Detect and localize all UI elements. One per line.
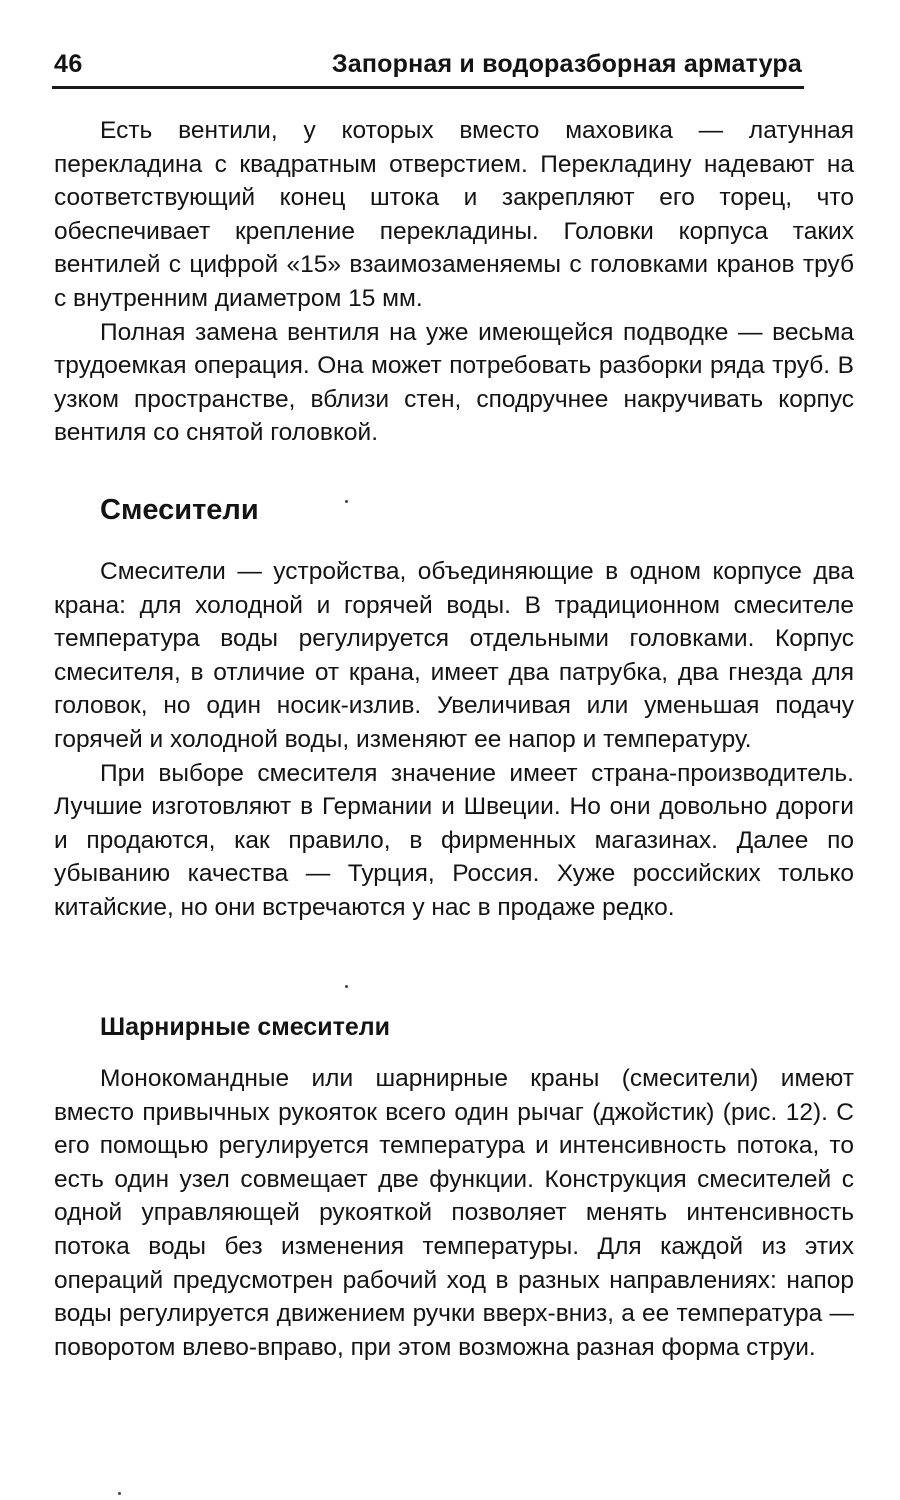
paragraph: Смесители — устройства, объединяющие в одном корпусе два крана: для холодной и горячей воды. В традиционном смесителе температура воды регулируется отдельными головками. Корпус смесителя, в отличие от крана, имеет два патрубка, два гнезда для головок, но один носик-излив. Увеличивая или уменьшая подачу горячей и холодной воды, изменяют ее напор и температуру. [54, 558, 854, 753]
paragraph: Есть вентили, у которых вместо маховика — латунная перекладина с квадратным отверстием. Перекладину надевают на соответствующий конец штока и закрепляют его торец, что обеспечивает крепление перекладины. Головки корпуса таких вентилей с цифрой «15» взаимозаменяемы с головками кранов труб с внутренним диаметром 15 мм. [54, 117, 854, 312]
section-heading-mixers: Смесители [100, 494, 259, 526]
running-title: Запорная и водоразборная арматура [331, 50, 802, 78]
paragraph: При выборе смесителя значение имеет страна-производитель. Лучшие изготовляют в Германии и Швеции. Но они довольно дороги и продаются, как правило, в фирменных магазинах. Далее по убыванию качества — Турция, Россия. Хуже российских только китайские, но они встречаются у нас в продаже редко. [54, 759, 854, 921]
page-number: 46 [54, 50, 83, 78]
mixers-text-block [54, 555, 854, 925]
scan-speck [345, 985, 348, 988]
scan-speck [345, 500, 348, 503]
paragraph: Монокомандные или шарнирные краны (смесители) имеют вместо привычных рукояток всего один рычаг (джойстик) (рис. 12). С его помощью регулируется температура и интенсивность потока, то есть один узел совмещает две функции. Конструкция смесителей с одной управляющей рукояткой позволяет менять интенсивность потока воды без изменения температуры. Для каждой из этих операций предусмотрен рабочий ход в разных направлениях: напор воды регулируется движением ручки вверх-вниз, а ее температура — поворотом влево-вправо, при этом возможна разная форма струи. [54, 1065, 854, 1361]
intro-text-block [54, 114, 854, 450]
hinged-mixers-text-block [54, 1062, 854, 1364]
section-heading-hinged-mixers: Шарнирные смесители [100, 1013, 390, 1041]
scan-speck [118, 1492, 121, 1495]
running-head [52, 50, 804, 94]
header-rule [52, 86, 804, 89]
paragraph: Полная замена вентиля на уже имеющейся подводке — весьма трудоемкая операция. Она может потребовать разборки ряда труб. В узком пространстве, вблизи стен, сподручнее накручивать корпус вентиля со снятой головкой. [54, 318, 854, 447]
